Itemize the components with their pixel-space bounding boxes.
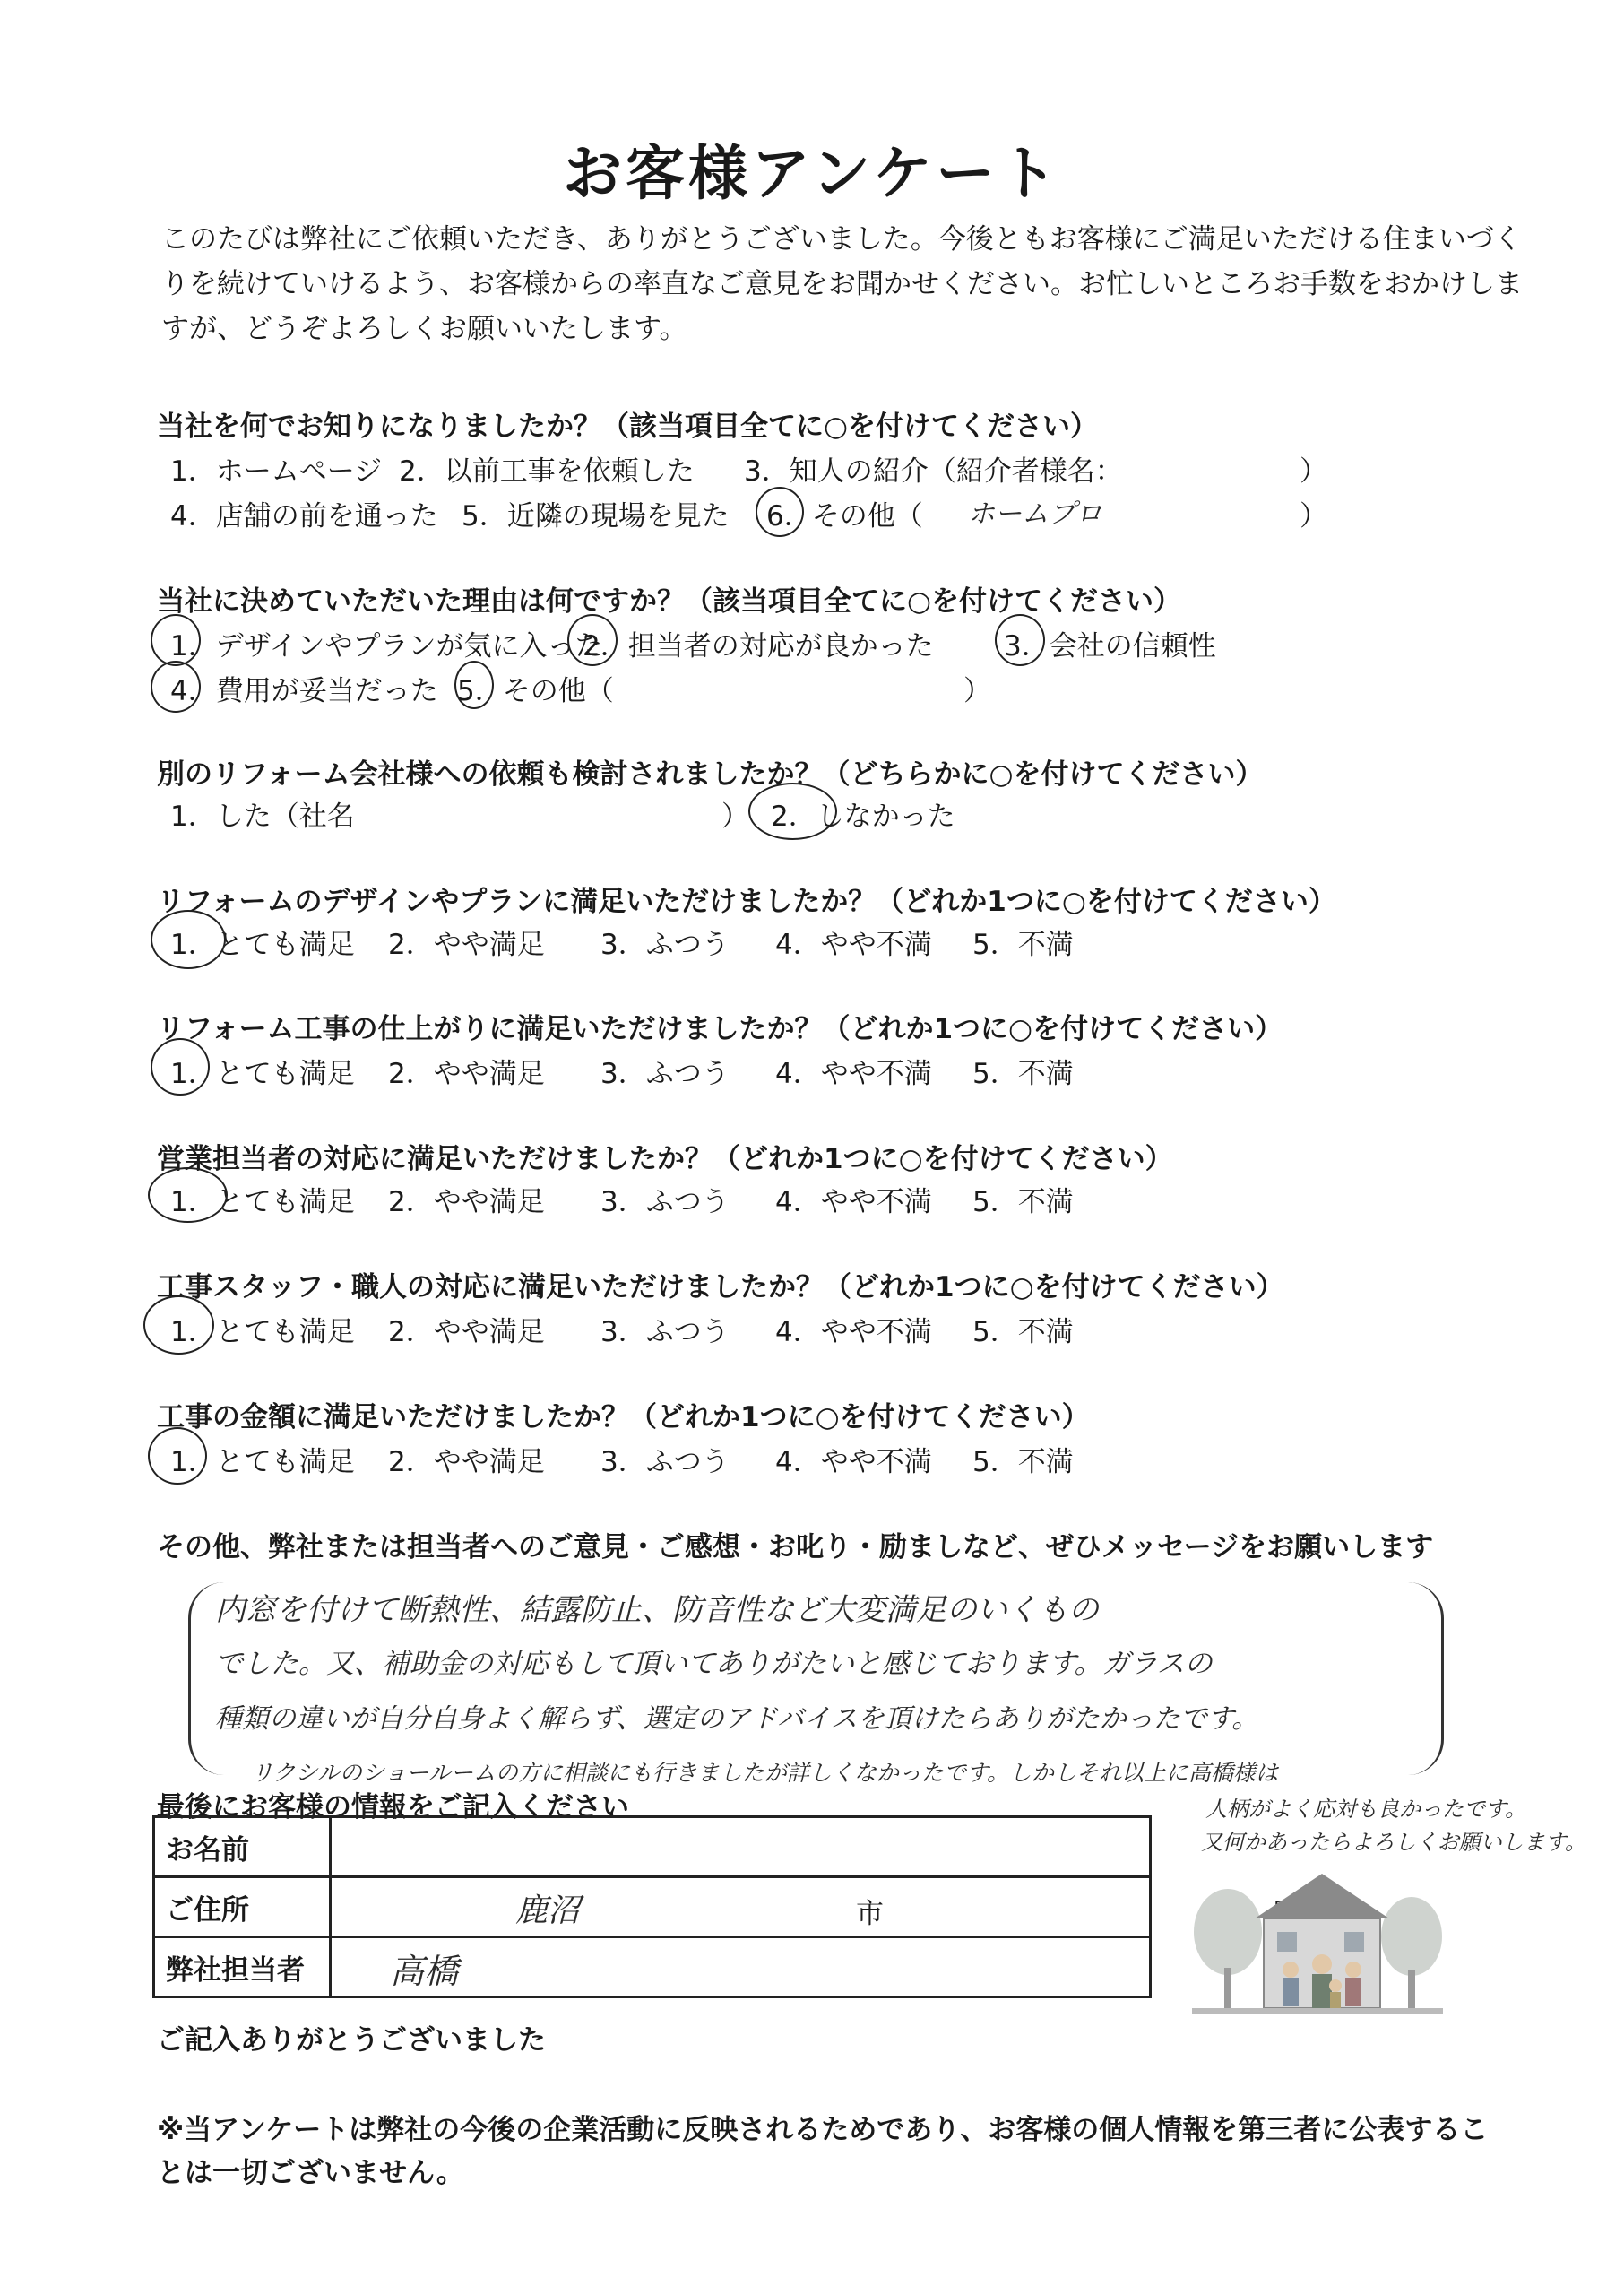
q6-option-2[interactable]: 2．やや満足 [388, 1186, 545, 1218]
message-line: 又何かあったらよろしくお願いします。 [1201, 1830, 1586, 1855]
footer-note: ※当アンケートは弊社の今後の企業活動に反映されるためであり、お客様の個人情報を第三者に公表するこ [157, 2114, 1489, 2146]
message-line: 人柄がよく応対も良かったです。 [1205, 1797, 1527, 1822]
customer-info-heading: 最後にお客様の情報をご記入ください [157, 1791, 629, 1823]
message-prompt: その他、弊社または担当者へのご意見・ご感想・お叱り・励ましなど、ぜひメッセージをお願いします [157, 1531, 1434, 1563]
answer-circle [567, 614, 618, 666]
message-line: でした。又、補助金の対応もして頂いてありがたいと感じております。ガラスの [215, 1648, 1213, 1680]
q5-option-2[interactable]: 2．やや満足 [388, 1058, 545, 1090]
q4-option-3[interactable]: 3．ふつう [600, 929, 730, 961]
q1-option-nearby-site[interactable]: 5．近隣の現場を見た [462, 500, 730, 533]
q8-option-5[interactable]: 5．不満 [972, 1446, 1074, 1478]
answer-circle [151, 910, 226, 969]
q6-option-1[interactable]: 1．とても満足 [170, 1186, 355, 1218]
q1-option-previous[interactable]: 2．以前工事を依頼した [399, 455, 695, 488]
q5-option-3[interactable]: 3．ふつう [600, 1058, 730, 1090]
answer-circle [143, 1295, 214, 1355]
answer-circle [151, 614, 201, 666]
q8-option-3[interactable]: 3．ふつう [600, 1446, 730, 1478]
q1-option-other[interactable]: 6．その他（ [766, 500, 923, 533]
answer-circle [454, 661, 494, 709]
q5-option-5[interactable]: 5．不満 [972, 1058, 1074, 1090]
answer-circle [151, 1038, 210, 1096]
address-city-suffix: 市 [856, 1898, 884, 1930]
q2-option-trust[interactable]: 3．会社の信頼性 [1004, 630, 1216, 663]
q4-option-5[interactable]: 5．不満 [972, 929, 1074, 961]
q4-question: リフォームのデザインやプランに満足いただけましたか？（どれか1つに○を付けてください） [157, 886, 1336, 918]
intro-line: このたびは弊社にご依頼いただき、ありがとうございました。今後ともお客様にご満足いただける住まいづく [161, 223, 1522, 255]
q1-question: 当社を何でお知りになりましたか？（該当項目全てに○を付けてください） [157, 411, 1099, 443]
q2-option-staff[interactable]: 2．担当者の対応が良かった [583, 630, 934, 663]
q3-option-no[interactable]: 2．しなかった [771, 801, 955, 833]
q2-option-design[interactable]: 1．デザインやプランが気に入った [170, 630, 603, 663]
address-label: ご住所 [154, 1877, 331, 1937]
answer-circle [148, 1427, 207, 1485]
q2-option-other[interactable]: 5．その他（ [457, 675, 614, 707]
message-line: リクシルのショールームの方に相談にも行きましたが詳しくなかったです。しかしそれ以上に高橋様は [251, 1760, 1278, 1786]
intro-line: りを続けていけるよう、お客様からの率直なご意見をお聞かせください。お忙しいところお手数をおかけしま [161, 268, 1523, 300]
family-house-illustration [1192, 1869, 1443, 2022]
q8-option-1[interactable]: 1．とても満足 [170, 1446, 355, 1478]
staff-field[interactable] [331, 1937, 1151, 1997]
q6-option-5[interactable]: 5．不満 [972, 1186, 1074, 1218]
q6-question: 営業担当者の対応に満足いただけましたか？（どれか1つに○を付けてください） [157, 1143, 1173, 1175]
q8-option-2[interactable]: 2．やや満足 [388, 1446, 545, 1478]
q4-option-1[interactable]: 1．とても満足 [170, 929, 355, 961]
q7-option-1[interactable]: 1．とても満足 [170, 1316, 355, 1348]
answer-circle [148, 1167, 228, 1223]
q7-option-3[interactable]: 3．ふつう [600, 1316, 730, 1348]
q3-company-close: ） [721, 801, 749, 833]
message-line: 種類の違いが自分自身よく解らず、選定のアドバイスを頂けたらありがたかったです。 [215, 1703, 1259, 1735]
q3-question: 別のリフォーム会社様への依頼も検討されましたか？（どちらかに○を付けてください） [157, 758, 1264, 791]
staff-label: 弊社担当者 [154, 1937, 331, 1997]
page-title: お客様アンケート [562, 139, 1062, 208]
roof-shape [1255, 1874, 1389, 1918]
q7-option-2[interactable]: 2．やや満足 [388, 1316, 545, 1348]
q6-option-3[interactable]: 3．ふつう [600, 1186, 730, 1218]
q1-other-answer: ホームプロ [968, 498, 1102, 530]
address-field[interactable] [331, 1877, 1151, 1937]
q4-option-4[interactable]: 4．やや不満 [775, 929, 932, 961]
answer-circle [748, 783, 837, 840]
message-line: 内窓を付けて断熱性、結露防止、防音性など大変満足のいくもの [215, 1592, 1099, 1628]
name-label: お名前 [154, 1817, 331, 1877]
q1-other-close: ） [1300, 500, 1327, 533]
answer-circle [995, 614, 1045, 666]
q1-option-store[interactable]: 4．店舗の前を通った [170, 500, 438, 533]
footer-note: とは一切ございません。 [157, 2157, 464, 2189]
q5-question: リフォーム工事の仕上がりに満足いただけましたか？（どれか1つに○を付けてください） [157, 1013, 1283, 1045]
q5-option-4[interactable]: 4．やや不満 [775, 1058, 932, 1090]
address-city: 鹿沼 [515, 1892, 581, 1929]
q3-option-yes[interactable]: 1．した（社名 [170, 801, 355, 833]
q1-option-homepage[interactable]: 1．ホームページ [170, 455, 383, 488]
q8-option-4[interactable]: 4．やや不満 [775, 1446, 932, 1478]
intro-line: すが、どうぞよろしくお願いいたします。 [161, 313, 687, 345]
tree-shape [1194, 1889, 1262, 1975]
tree-shape [1381, 1897, 1442, 1976]
answer-circle [151, 661, 201, 713]
q8-question: 工事の金額に満足いただけましたか？（どれか1つに○を付けてください） [157, 1401, 1090, 1433]
q6-option-4[interactable]: 4．やや不満 [775, 1186, 932, 1218]
q2-question: 当社に決めていただいた理由は何ですか？（該当項目全てに○を付けてください） [157, 585, 1182, 618]
q2-other-close: ） [963, 675, 991, 707]
q1-option-referral[interactable]: 3．知人の紹介（紹介者様名： [744, 455, 1123, 488]
q7-question: 工事スタッフ・職人の対応に満足いただけましたか？（どれか1つに○を付けてください） [157, 1271, 1284, 1303]
customer-info-table [152, 1815, 1152, 1998]
name-field[interactable] [331, 1817, 1151, 1877]
q5-option-1[interactable]: 1．とても満足 [170, 1058, 355, 1090]
q7-option-5[interactable]: 5．不満 [972, 1316, 1074, 1348]
q2-option-cost[interactable]: 4．費用が妥当だった [170, 675, 438, 707]
thanks-text: ご記入ありがとうございました [157, 2024, 546, 2057]
q7-option-4[interactable]: 4．やや不満 [775, 1316, 932, 1348]
q4-option-2[interactable]: 2．やや満足 [388, 929, 545, 961]
q1-referral-close: ） [1300, 455, 1327, 488]
answer-circle [756, 487, 804, 537]
staff-name: 高橋 [390, 1952, 459, 1991]
